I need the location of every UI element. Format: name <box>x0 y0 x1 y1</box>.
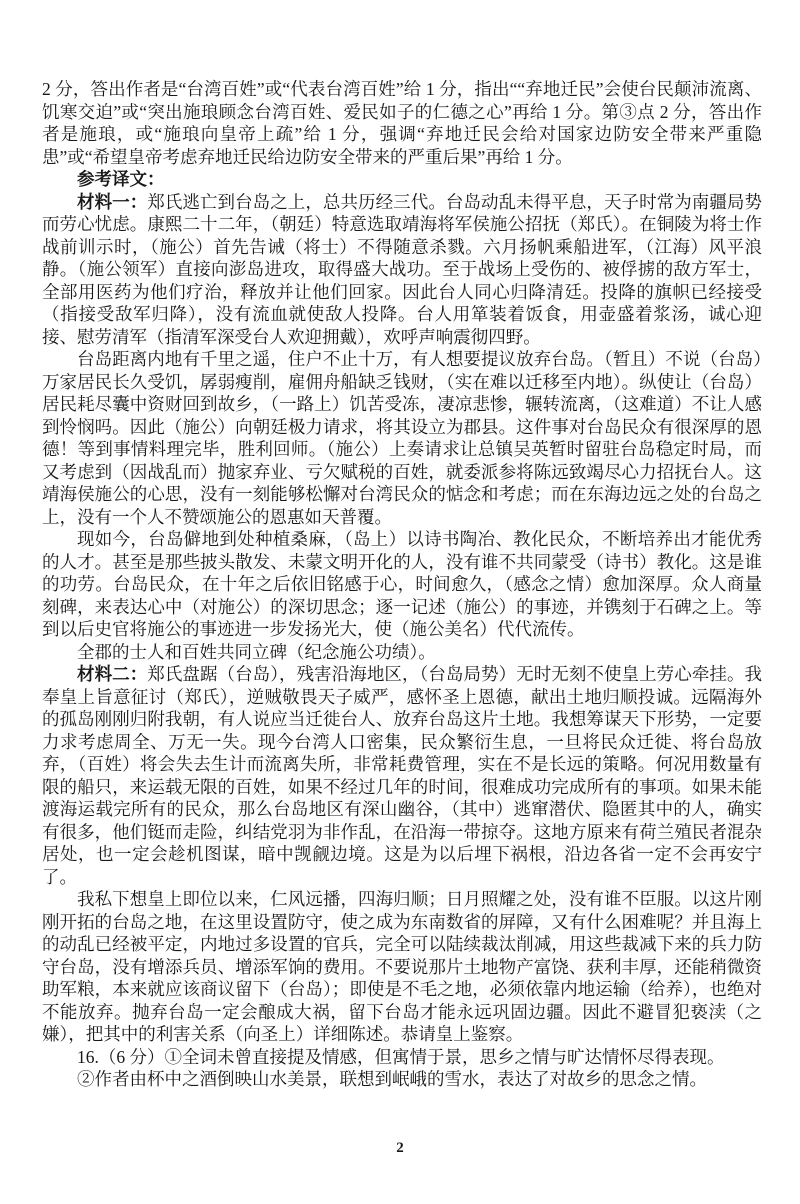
page-number: 2 <box>396 1140 404 1156</box>
paragraph-text: 郑氏盘踞（台岛），残害沿海地区，（台岛局势）无时无刻不使皇上劳心牵挂。我奉皇上旨意征讨（郑氏），逆贼敬畏天子威严，感怀圣上恩德，献出土地归顺投诚。远隔海外的孤岛刚刚归附我朝，有人说应当迁徙台人、放弃台岛这片土地。我想筹谋天下形势，一定要力求考虑周全、万无一失。现今台湾人口密集，民众繁衍生息，一旦将民众迁徙、将台岛放弃，（百姓）将会失去生计而流离失所，非常耗费管理，实在不是长远的策略。何况用数量有限的船只，来运载无限的百姓，如果不经过几年的时间，很难成功完成所有的事项。如果未能渡海运载完所有的民众，那么台岛地区有深山幽谷，（其中）逃窜潜伏、隐匿其中的人，确实有很多，他们铤而走险，纠结党羽为非作乱，在沿海一带掠夺。这地方原来有荷兰殖民者混杂居处，也一定会趁机图谋，暗中觊觎边境。这是为以后埋下祸根，沿边各省一定不会再安宁了。 <box>42 664 763 887</box>
paragraph-answer-16-point-2 <box>42 1068 762 1091</box>
paragraph-text: 台岛距离内地有千里之遥，住户不止十万，有人想要提议放弃台岛。（暂且）不说（台岛）万家居民长久受饥，孱弱瘦削，雇佣舟船缺乏钱财，（实在难以迁移至内地）。纵使让（台岛）居民耗尽囊中资财回到故乡，（一路上）饥苦受冻，凄凉悲惨，辗转流离，（这难道）不让人感到怜悯吗。因此（施公）向朝廷极力请求，将其设立为郡县。这件事对台岛民众有很深厚的恩德！等到事情料理完毕，胜利回师。（施公）上奏请求让总镇吴英暂时留驻台岛稳定时局，而又考虑到（因战乱而）抛家弃业、亏欠赋税的百姓，就委派参将陈远致竭尽心力招抚台人。这靖海侯施公的心思，没有一刻能够松懈对台湾民众的惦念和考虑；而在东海边远之处的台岛之上，没有一个人不赞颂施公的恩惠如天普覆。 <box>42 349 762 527</box>
paragraph-answer-16-point-1 <box>42 1046 762 1069</box>
paragraph-material-1-closing <box>42 641 762 664</box>
paragraph-material-2-part-2 <box>42 888 762 1046</box>
paragraph-text: 我私下想皇上即位以来，仁风远播，四海归顺；日月照耀之处，没有谁不臣服。以这片刚刚开拓的台岛之地，在这里设置防守，使之成为东南数省的屏障，又有什么困难呢？并且海上的动乱已经被平定，内地过多设置的官兵，完全可以陆续裁汰削减，用这些裁减下来的兵力防守台岛，没有增添兵员、增添军饷的费用。不要说那片土地物产富饶、获利丰厚，还能稍微资助军粮，本来就应该商议留下（台岛）；即使是不毛之地，必须依靠内地运输（给养），也绝对不能放弃。抛弃台岛一定会酿成大祸，留下台岛才能永远巩固边疆。因此不避冒犯亵渎（之嫌），把其中的利害关系（向圣上）详细陈述。恭请皇上鉴察。 <box>42 889 762 1044</box>
paragraph-text: 全郡的士人和百姓共同立碑（纪念施公功绩）。 <box>77 641 436 662</box>
material-1-label: 材料一： <box>77 191 148 212</box>
material-2-label: 材料二： <box>77 664 148 684</box>
heading-reference-translation <box>42 168 762 191</box>
paragraph-text: 现如今，台岛僻地到处种植桑麻，（岛上）以诗书陶冶、教化民众，不断培养出才能优秀的人才。甚至是那些披头散发、未蒙文明开化的人，没有谁不共同蒙受（诗书）教化。这是谁的功劳。台岛民众，在十年之后依旧铭感于心，时间愈久，（感念之情）愈加深厚。众人商量刻碑，来表达心中（对施公）的深切思念；逐一记述（施公）的事迹，并镌刻于石碑之上。等到以后史官将施公的事迹进一步发扬光大，使（施公美名）代代流传。 <box>42 529 762 639</box>
paragraph-material-1-part-2 <box>42 348 762 528</box>
document-body <box>42 78 762 1091</box>
paragraph-material-1-part-1 <box>42 191 762 349</box>
paragraph-text: 2 分，答出作者是“台湾百姓”或“代表台湾百姓”给 1 分，指出““弃地迁民”会使台民颠沛流离、饥寒交迫”或“突出施琅顾念台湾百姓、爱民如子的仁德之心”再给 1 分。第③点 2 分，答出作者是施琅，或“施琅向皇帝上疏”给 1 分，强调“弃地迁民会给对国家边防安全带来严重隐患”或“希望皇帝考虑弃地迁民给边防安全带来的严重后果”再给 1 分。 <box>42 79 762 167</box>
heading-label: 参考译文： <box>77 169 165 189</box>
paragraph-scoring-notes <box>42 78 762 168</box>
paragraph-text: ②作者由杯中之酒倒映山水美景，联想到岷峨的雪水，表达了对故乡的思念之情。 <box>77 1069 707 1089</box>
paragraph-material-2-part-1 <box>42 663 762 888</box>
paragraph-text: 郑氏逃亡到台岛之上，总共历经三代。台岛动乱未得平息，天子时常为南疆局势而劳心忧虑。康熙二十二年，（朝廷）特意选取靖海将军侯施公招抚（郑氏）。在铜陵为将士作战前训示时，（施公）首先告诫（将士）不得随意杀戮。六月扬帆乘船进军，（江海）风平浪静。（施公领军）直接向澎岛进攻，取得盛大战功。至于战场上受伤的、被俘掳的敌方军士，全部用医药为他们疗治，释放并让他们回家。因此台人同心归降清廷。投降的旗帜已经接受（指接受敌军归降），没有流血就使敌人投降。台人用箪装着饭食，用壶盛着浆汤，诚心迎接、慰劳清军（指清军深受台人欢迎拥戴），欢呼声响震彻四野。 <box>42 191 762 347</box>
paragraph-text: 16.（6 分）①全词未曾直接提及情感，但寓情于景，思乡之情与旷达情怀尽得表现。 <box>77 1046 725 1067</box>
paragraph-material-1-part-3 <box>42 528 762 641</box>
